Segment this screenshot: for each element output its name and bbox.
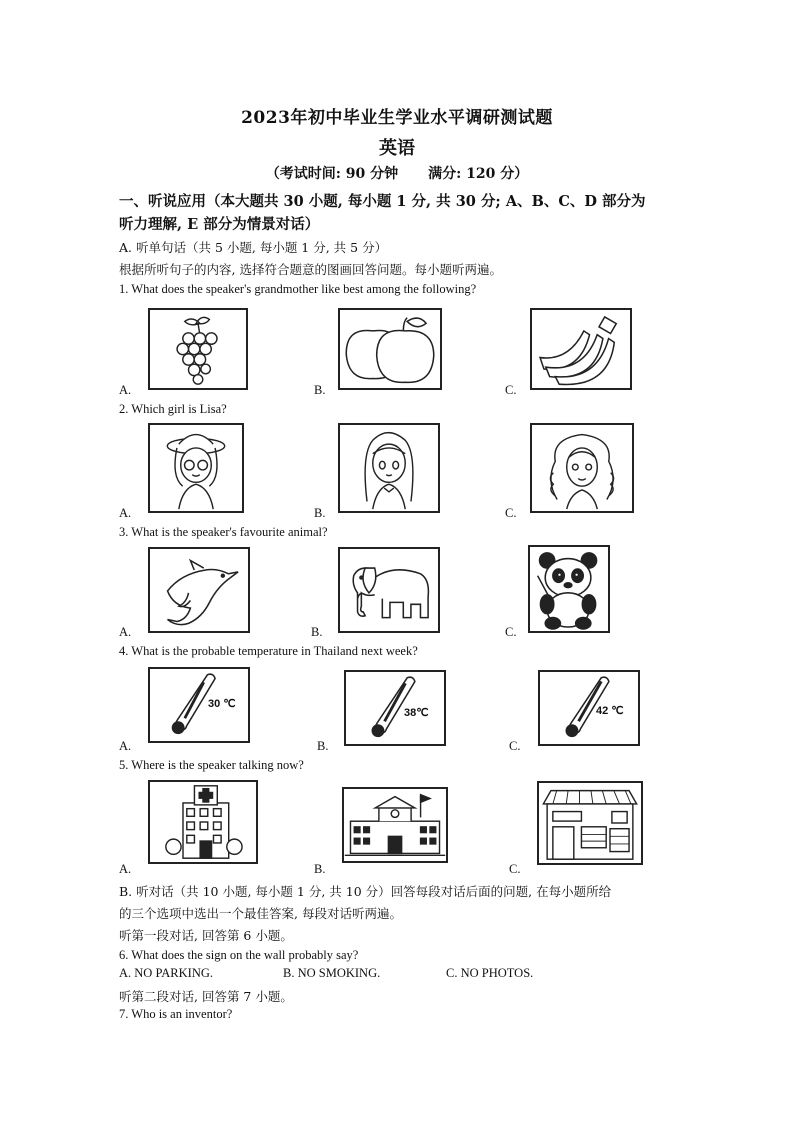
school-icon xyxy=(342,787,448,863)
question-2: 2. Which girl is Lisa? xyxy=(119,402,227,416)
option-b-label: B. xyxy=(311,625,323,639)
option-b-label: B. xyxy=(314,506,326,520)
apples-icon xyxy=(338,308,442,390)
question-5: 5. Where is the speaker talking now? xyxy=(119,758,304,772)
section-heading: 一、听说应用（本大题共 30 小题, 每小题 1 分, 共 30 分; A、B、C、D 部分为 xyxy=(119,193,646,210)
shop-icon xyxy=(537,781,643,865)
question-1: 1. What does the speaker's grandmother like best among the following? xyxy=(119,282,477,296)
option-c-label: C. xyxy=(505,383,517,397)
option-a-label: A. xyxy=(119,862,132,876)
option-b-label: B. xyxy=(314,862,326,876)
option-c-label: C. xyxy=(509,862,521,876)
question-6-option-c: C. NO PHOTOS. xyxy=(446,966,534,980)
option-a-label: A. xyxy=(119,506,132,520)
part-b-heading: B. 听对话（共 10 小题, 每小题 1 分, 共 10 分）回答每段对话后面的问题, 在每小题所给 xyxy=(119,884,612,899)
bananas-icon xyxy=(530,308,632,390)
thermometer-30-icon xyxy=(148,667,250,743)
part-a-heading: A. 听单句话（共 5 小题, 每小题 1 分, 共 5 分） xyxy=(119,240,388,255)
option-a-label: A. xyxy=(119,739,132,753)
part-b-heading-cont: 的三个选项中选出一个最佳答案, 每段对话听两遍。 xyxy=(119,906,402,921)
option-a-label: A. xyxy=(119,383,132,397)
dolphin-icon xyxy=(148,547,250,633)
exam-time: （考试时间: 90 分钟 xyxy=(265,166,399,182)
question-4: 4. What is the probable temperature in Thailand next week? xyxy=(119,644,418,658)
exam-score: 满分: 120 分） xyxy=(428,166,529,182)
temp-label-42: 42 ℃ xyxy=(596,705,624,717)
subject-title: 英语 xyxy=(379,138,415,159)
option-c-label: C. xyxy=(505,506,517,520)
part-a-instructions: 根据所听句子的内容, 选择符合题意的图画回答问题。每小题听两遍。 xyxy=(119,262,502,277)
question-6-option-b: B. NO SMOKING. xyxy=(283,966,381,980)
section-heading-cont: 听力理解, E 部分为情景对话） xyxy=(119,216,320,233)
exam-title: 2023年初中毕业生学业水平调研测试题 xyxy=(241,108,553,128)
elephant-icon xyxy=(338,547,440,633)
option-b-label: B. xyxy=(314,383,326,397)
girl-with-hat-glasses-icon xyxy=(148,423,244,513)
option-b-label: B. xyxy=(317,739,329,753)
girl-curly-hair-icon xyxy=(530,423,634,513)
temp-label-38: 38℃ xyxy=(404,707,429,719)
panda-icon xyxy=(528,545,610,633)
question-7: 7. Who is an inventor? xyxy=(119,1007,233,1021)
question-3: 3. What is the speaker's favourite animal? xyxy=(119,525,328,539)
question-6: 6. What does the sign on the wall probably say? xyxy=(119,948,359,962)
grapes-icon xyxy=(148,308,248,390)
option-c-label: C. xyxy=(505,625,517,639)
thermometer-42-icon xyxy=(538,670,640,746)
temp-label-30: 30 ℃ xyxy=(208,698,236,710)
option-a-label: A. xyxy=(119,625,132,639)
option-c-label: C. xyxy=(509,739,521,753)
question-6-option-a: A. NO PARKING. xyxy=(119,966,213,980)
exam-timing xyxy=(0,163,794,183)
girl-long-hair-icon xyxy=(338,423,440,513)
hospital-icon xyxy=(148,780,258,864)
dialogue-1-instruction: 听第一段对话, 回答第 6 小题。 xyxy=(119,928,293,943)
thermometer-38-icon xyxy=(344,670,446,746)
dialogue-2-instruction: 听第二段对话, 回答第 7 小题。 xyxy=(119,989,293,1004)
